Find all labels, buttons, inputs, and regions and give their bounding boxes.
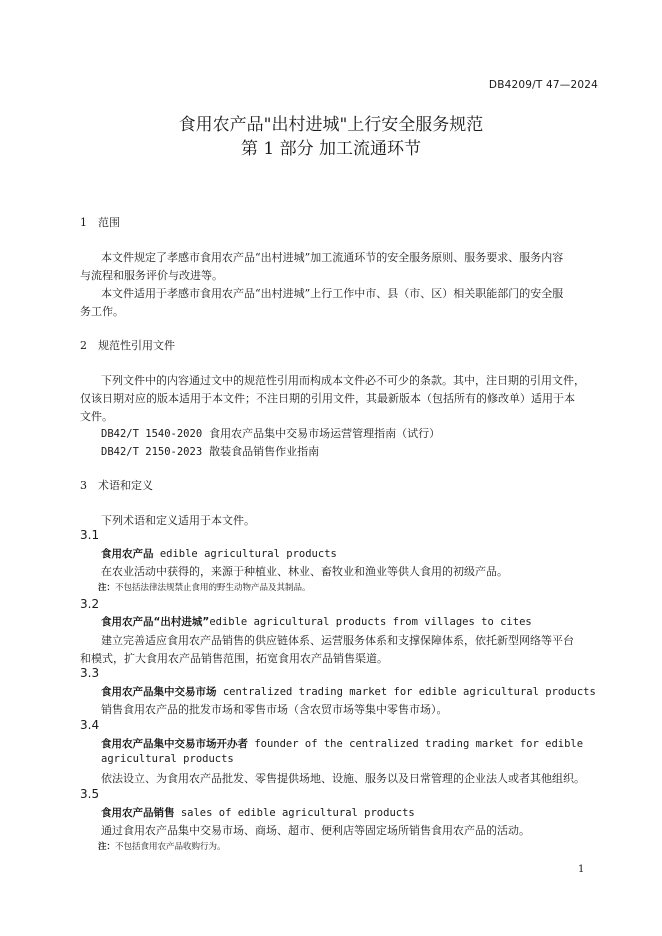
term-name-en-continued: agricultural products: [101, 753, 234, 765]
term-name-zh: 食用农产品集中交易市场开办者: [101, 738, 248, 750]
document-subtitle: 第 1 部分 加工流通环节: [240, 139, 422, 159]
document-title: 食用农产品"出村进城"上行安全服务规范: [178, 115, 484, 135]
term-definition: 建立完善适应食用农产品销售的供应链体系、运营服务体系和支撑保障体系，依托新型网络等平台: [101, 634, 574, 647]
section-number: 1: [80, 216, 87, 229]
term-number: 3.1: [80, 528, 100, 542]
note-label: 注：: [98, 583, 116, 593]
term-note: [98, 581, 311, 593]
paragraph: 务工作。: [80, 305, 124, 318]
section-heading-normative-references: [80, 337, 175, 353]
term-entry: [101, 546, 337, 561]
section-number: 3: [80, 479, 87, 492]
reference-code: DB42/T 1540-2020: [101, 428, 203, 440]
term-number: 3.4: [80, 718, 100, 732]
section-heading-scope: [80, 214, 120, 230]
section-number: 2: [80, 339, 87, 352]
term-entry: [101, 684, 596, 699]
paragraph: 仅该日期对应的版本适用于本文件；不注日期的引用文件，其最新版本（包括所有的修改单）适用于本: [80, 392, 575, 405]
term-definition: 依法设立、为食用农产品批发、零售提供场地、设施、服务以及日常管理的企业法人或者其他组织。: [101, 772, 585, 785]
term-definition: 和模式，扩大食用农产品销售范围，拓宽食用农产品销售渠道。: [80, 652, 388, 665]
paragraph: 本文件适用于孝感市食用农产品“出村进城”上行工作中市、县（市、区）相关职能部门的安全服: [101, 287, 564, 300]
paragraph: 与流程和服务评价与改进等。: [80, 269, 223, 282]
term-name-zh: 食用农产品“出村进城”: [101, 616, 210, 628]
term-number: 3.3: [80, 666, 100, 680]
section-title: 术语和定义: [98, 479, 153, 492]
term-entry: [101, 805, 415, 820]
document-number: DB4209/T 47—2024: [488, 79, 598, 91]
section-title: 范围: [98, 216, 120, 229]
term-name-en: sales of edible agricultural products: [180, 807, 415, 819]
term-name-zh: 食用农产品集中交易市场: [101, 686, 217, 698]
paragraph: 下列文件中的内容通过文中的规范性引用而构成本文件必不可少的条款。其中，注日期的引用文件，: [101, 374, 585, 387]
reference-item: [101, 443, 319, 459]
paragraph: 文件。: [80, 410, 113, 423]
term-name-en: centralized trading market for edible agricultural products: [222, 686, 596, 698]
section-heading-terms-definitions: [80, 477, 153, 493]
term-name-zh: 食用农产品: [101, 548, 154, 560]
page-number: 1: [578, 864, 585, 875]
paragraph: 本文件规定了孝感市食用农产品“出村进城”加工流通环节的安全服务原则、服务要求、服务内容: [101, 251, 564, 264]
term-name-en: founder of the centralized trading market for edible: [254, 738, 584, 750]
note-label: 注：: [98, 842, 116, 852]
term-definition: 销售食用农产品的批发市场和零售市场（含农贸市场等集中零售市场）。: [101, 703, 448, 716]
term-number: 3.2: [80, 597, 100, 611]
reference-title: 食用农产品集中交易市场运营管理指南（试行）: [209, 427, 441, 440]
paragraph: 下列术语和定义适用于本文件。: [101, 514, 255, 527]
term-note: [98, 840, 226, 852]
note-text: 不包括食用农产品收购行为。: [115, 842, 226, 852]
term-name-en: edible agricultural products: [159, 548, 337, 560]
term-name-zh: 食用农产品销售: [101, 807, 175, 819]
term-number: 3.5: [80, 787, 100, 801]
term-definition: 在农业活动中获得的，来源于种植业、林业、畜牧业和渔业等供人食用的初级产品。: [101, 565, 508, 578]
term-entry: [101, 614, 532, 629]
note-text: 不包括法律法规禁止食用的野生动物产品及其制品。: [115, 583, 311, 593]
reference-item: [101, 425, 440, 441]
section-title: 规范性引用文件: [98, 339, 175, 352]
term-name-en: edible agricultural products from villages to cites: [209, 616, 532, 628]
reference-code: DB42/T 2150-2023: [101, 446, 203, 458]
term-entry: [101, 736, 583, 751]
term-definition: 通过食用农产品集中交易市场、商场、超市、便利店等固定场所销售食用农产品的活动。: [101, 824, 530, 837]
reference-title: 散装食品销售作业指南: [209, 445, 320, 458]
